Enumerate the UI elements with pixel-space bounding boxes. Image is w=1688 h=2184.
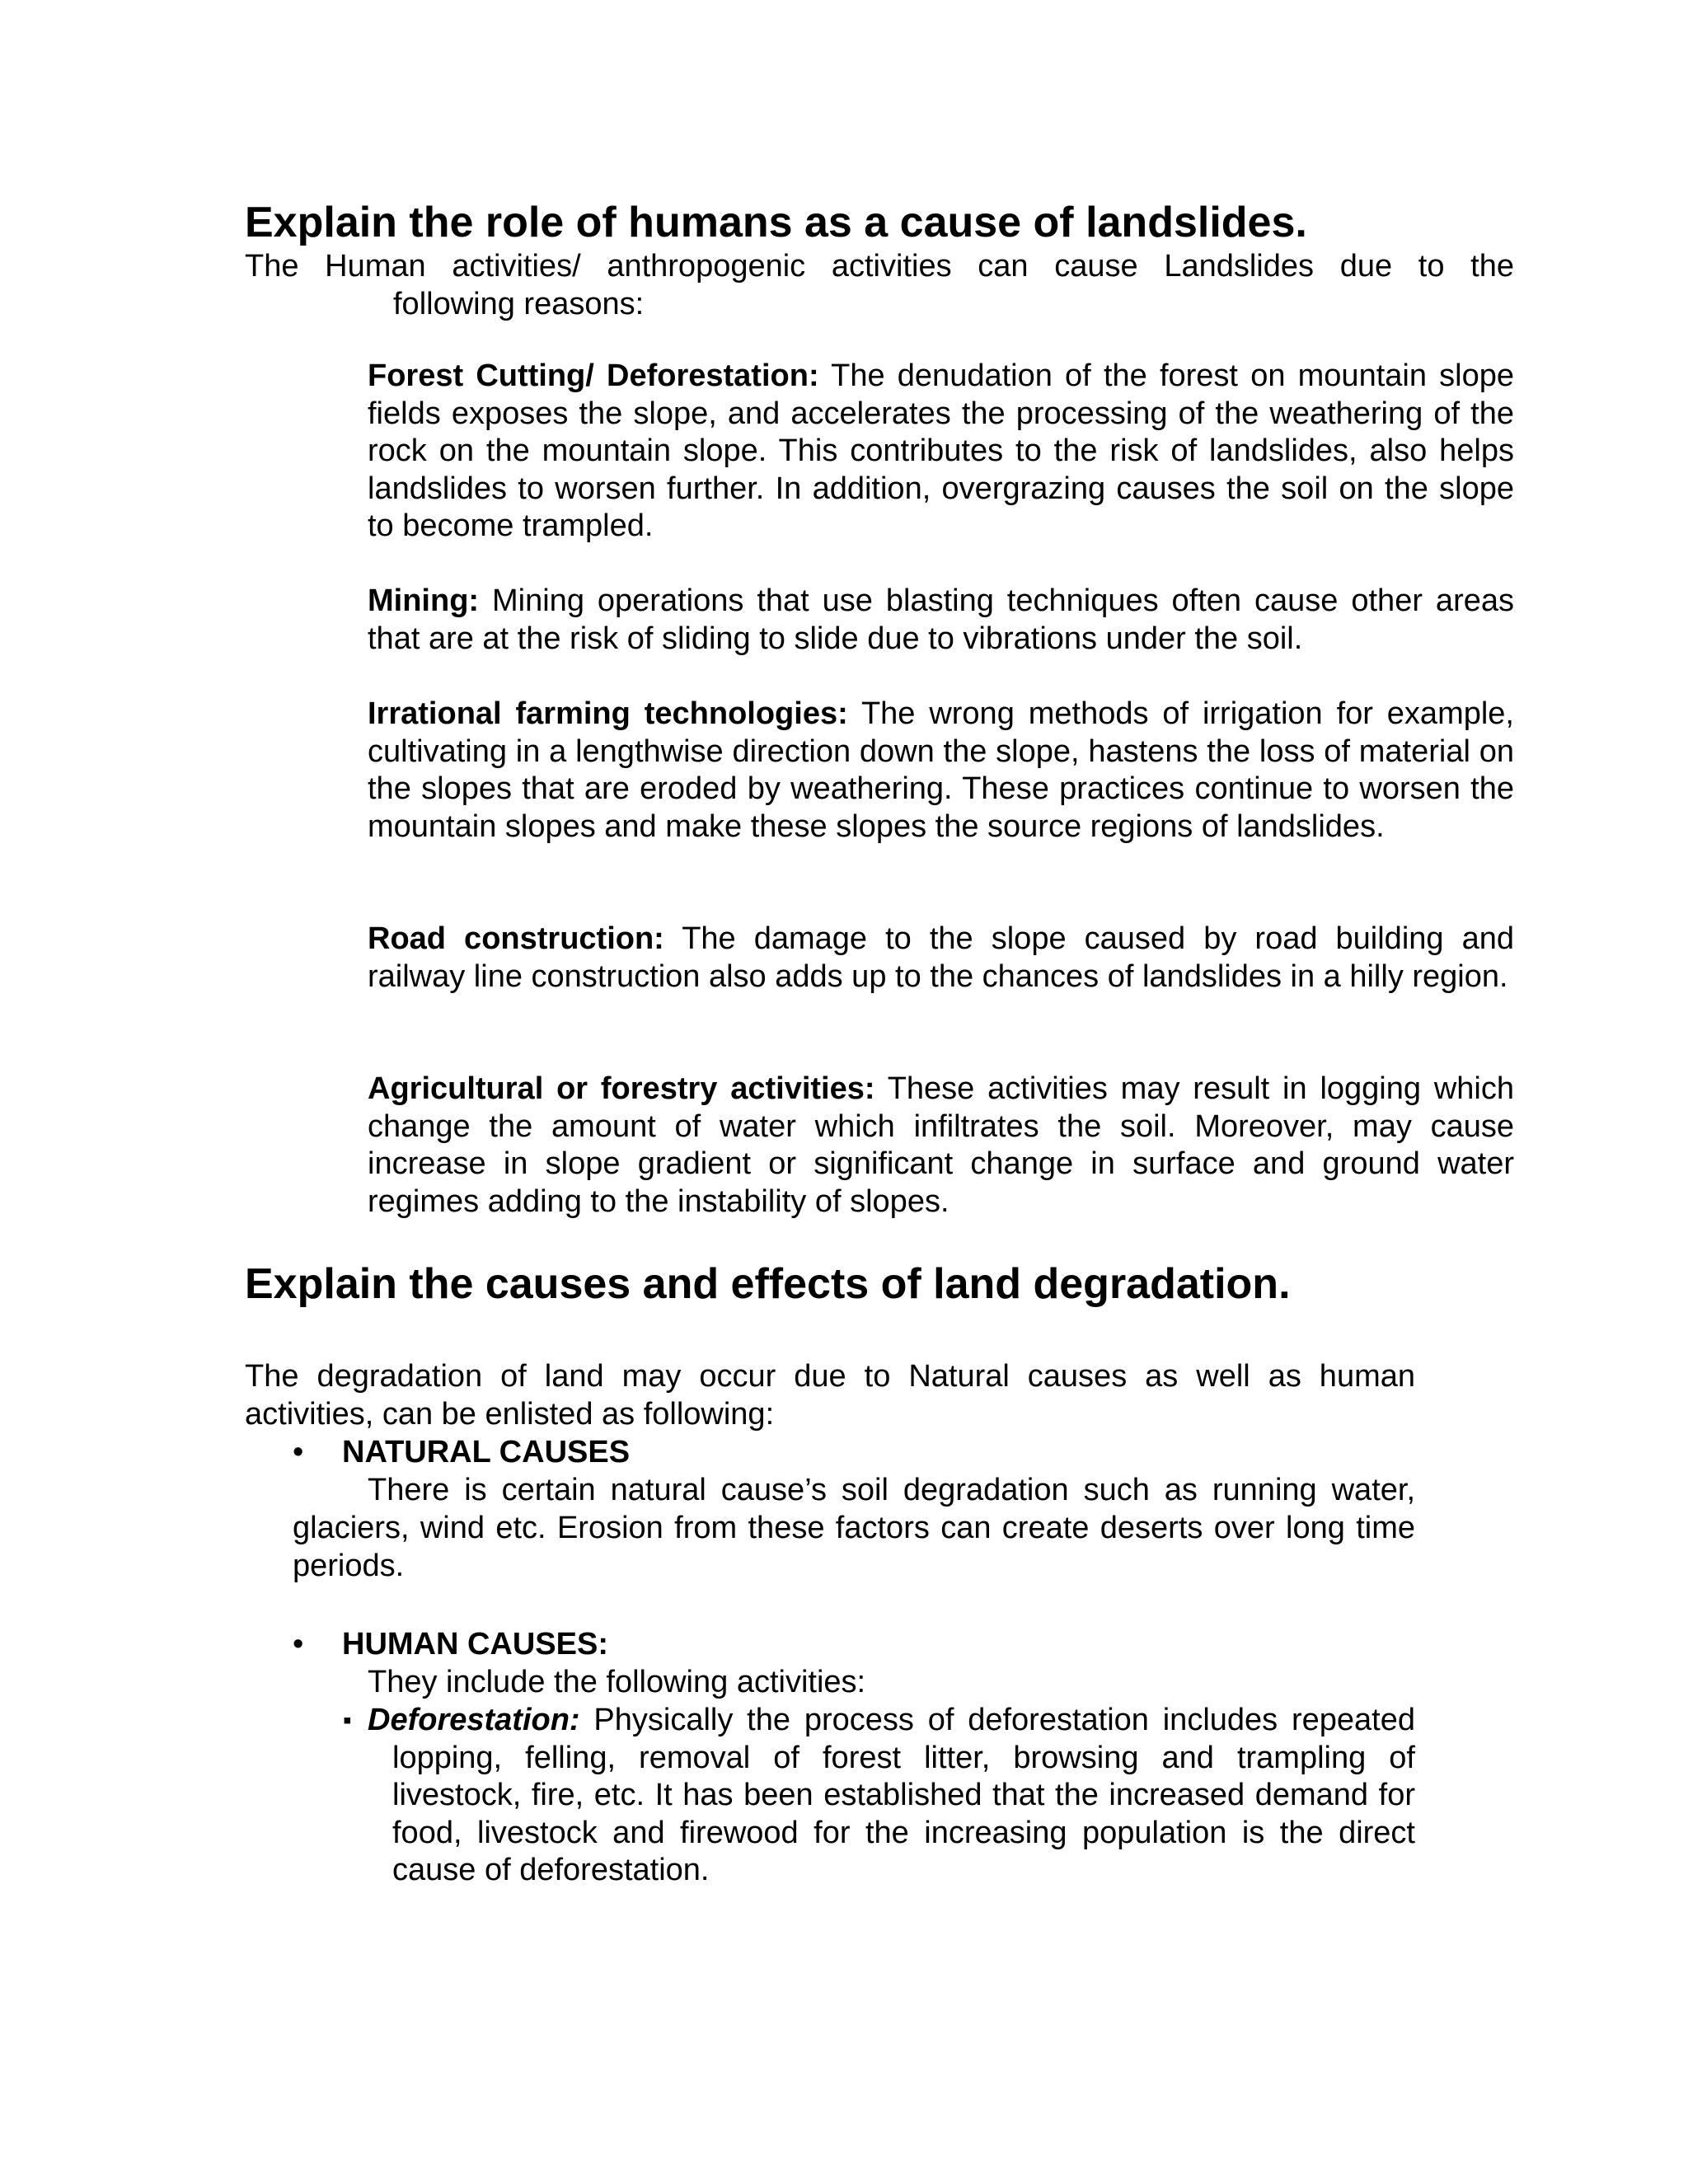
intro-continuation: following reasons:: [393, 287, 645, 321]
cause-text: The damage to the slope caused by road building and railway line construction also adds up to the chances of landslides in a hilly region.: [368, 921, 1514, 994]
cause-text: The wrong methods of irrigation for example, cultivating in a lengthwise direction down the slope, hastens the loss of material on the slopes that are eroded by weathering. These practices continue to worsen the mountain slopes and make these slopes the source regions of landslides.: [368, 696, 1514, 844]
cause-paragraph-agriculture: [368, 1071, 1514, 1221]
cause-text: These activities may result in logging which change the amount of water which infiltrates the soil. Moreover, may cause increase in slope gradient or significant change in surface and ground water regimes adding to the instability of slopes.: [368, 1071, 1514, 1219]
section-heading-land-degradation: Explain the causes and effects of land degradation.: [245, 1260, 1291, 1308]
bullet-title: HUMAN CAUSES:: [342, 1627, 608, 1661]
cause-paragraph-farming: [368, 696, 1514, 846]
section-intro-degradation: The degradation of land may occur due to Natural causes as well as human activities, can be enlisted as following:: [245, 1359, 1415, 1432]
bullet-natural-causes: [293, 1433, 630, 1471]
bullet-icon: •: [293, 1435, 304, 1469]
cause-paragraph-road-construction: [368, 921, 1514, 996]
section-intro: [245, 247, 1514, 323]
cause-term: Forest Cutting/ Deforestation:: [368, 359, 819, 393]
bullet-human-causes: [293, 1625, 608, 1663]
cause-paragraph-deforestation: [368, 358, 1514, 546]
section-heading-landslides: Explain the role of humans as a cause of landslides.: [245, 199, 1307, 246]
natural-causes-text: There is certain natural cause’s soil degradation such as running water, glaciers, wind etc. Erosion from these factors can create deserts over long time periods.: [293, 1473, 1415, 1583]
cause-text: Mining operations that use blasting techniques often cause other areas that are at the risk of sliding to slide due to vibrations under the soil.: [368, 583, 1514, 656]
intro-line: The Human activities/ anthropogenic activities can cause Landslides due to the: [245, 249, 1514, 284]
bullet-icon: •: [293, 1627, 304, 1661]
cause-term: Mining:: [368, 583, 480, 618]
cause-term: Agricultural or forestry activities:: [368, 1071, 875, 1106]
bullet-title: NATURAL CAUSES: [342, 1435, 631, 1469]
sub-item-deforestation: [343, 1702, 1415, 1890]
cause-term: Road construction:: [368, 921, 664, 956]
sub-item-text: Physically the process of deforestation includes repeated lopping, felling, removal of forest litter, browsing and trampling of livestock, fire, etc. It has been established that the increased demand for food, livestock and firewood for the increasing population is the direct cause of deforestation.: [392, 1703, 1415, 1887]
sub-item-term: Deforestation:: [368, 1703, 580, 1737]
square-bullet-icon: ▪: [343, 1707, 352, 1734]
cause-term: Irrational farming technologies:: [368, 696, 848, 731]
cause-paragraph-mining: [368, 583, 1514, 658]
cause-text: The denudation of the forest on mountain slope fields exposes the slope, and accelerates the processing of the weathering of the rock on the mountain slope. This contributes to the risk of landslides, also helps landslides to worsen further. In addition, overgrazing causes the soil on the slope to become trampled.: [368, 359, 1515, 543]
human-causes-lead: They include the following activities:: [368, 1665, 866, 1699]
